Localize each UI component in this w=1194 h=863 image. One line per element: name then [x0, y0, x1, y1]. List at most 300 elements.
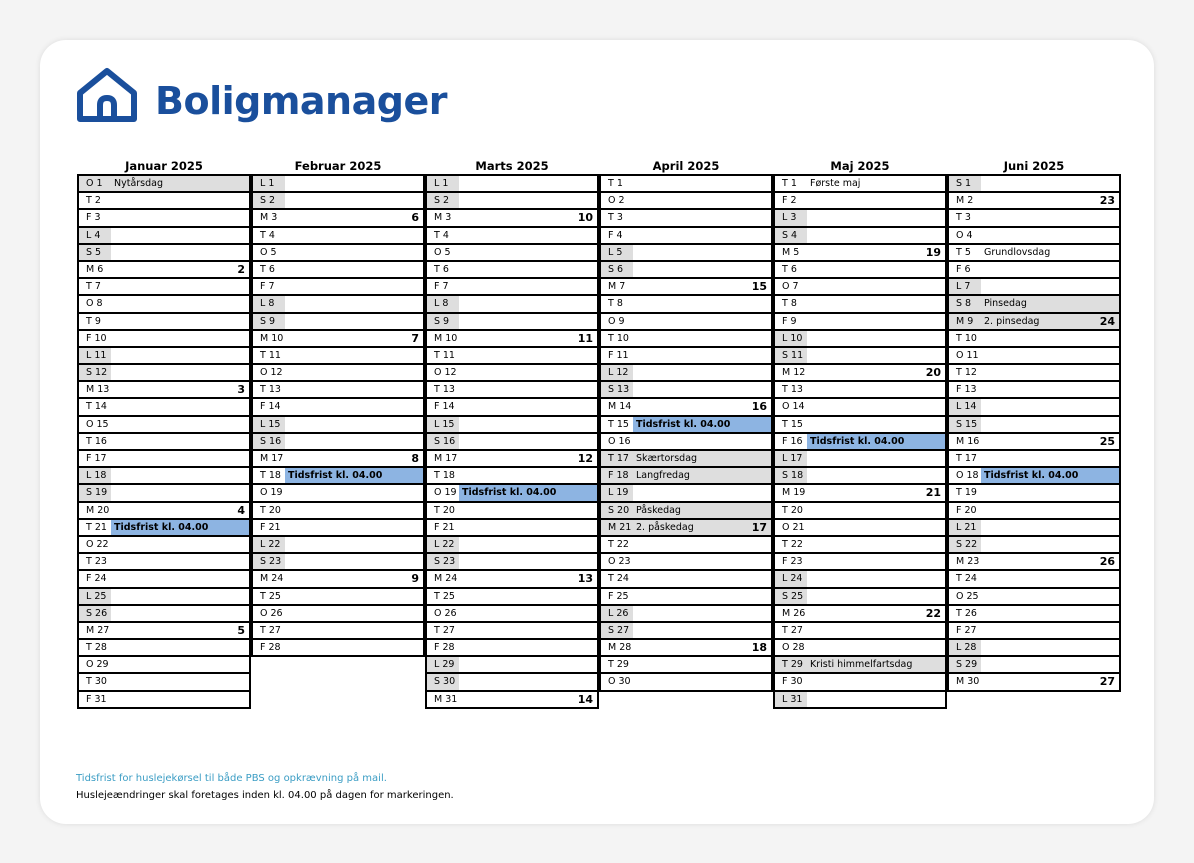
day-row: [253, 623, 423, 640]
day-code: F 25: [608, 590, 629, 602]
day-code: O 19: [434, 487, 457, 499]
day-row: [601, 537, 771, 554]
day-row: [79, 674, 249, 691]
day-row: [775, 228, 945, 245]
holiday-label: Skærtorsdag: [636, 453, 698, 464]
day-row: [601, 399, 771, 416]
day-code: T 13: [260, 384, 281, 396]
day-code: M 28: [608, 642, 632, 654]
day-row: [79, 262, 249, 279]
day-code: O 19: [260, 487, 283, 499]
day-code: F 23: [782, 556, 803, 568]
day-row: [601, 176, 771, 193]
day-code: T 12: [956, 367, 977, 379]
day-row: [79, 193, 249, 210]
holiday-label: Pinsedag: [984, 298, 1027, 310]
day-code: T 20: [782, 504, 803, 516]
house-icon: [76, 67, 138, 123]
day-code: F 24: [86, 573, 107, 585]
day-code: F 14: [260, 401, 281, 413]
day-row: [601, 348, 771, 365]
day-code: O 9: [608, 315, 625, 327]
day-row: [253, 537, 423, 554]
day-code: L 31: [782, 693, 803, 705]
week-number: 8: [411, 452, 419, 465]
day-code: M 17: [260, 453, 284, 464]
holiday-label: 2. påskedag: [636, 521, 694, 533]
month-title: April 2025: [652, 159, 720, 173]
deadline-label: Tidsfrist kl. 04.00: [810, 435, 905, 447]
day-row: [601, 279, 771, 296]
day-row: [601, 210, 771, 227]
day-row: [949, 314, 1119, 331]
day-row: [427, 399, 597, 416]
day-code: M 23: [956, 556, 980, 568]
day-row: [427, 503, 597, 520]
deadline-label: Tidsfrist kl. 04.00: [288, 470, 383, 482]
holiday-label: Nytårsdag: [114, 178, 164, 189]
day-code: F 10: [86, 332, 107, 344]
day-row: [427, 640, 597, 657]
day-row: [79, 382, 249, 399]
day-list: [773, 174, 947, 709]
day-code: T 5: [956, 246, 971, 258]
day-row: [601, 262, 771, 279]
day-code: S 9: [434, 315, 450, 327]
day-code: O 7: [782, 281, 799, 293]
day-row: [775, 193, 945, 210]
week-number: 23: [1099, 194, 1115, 208]
day-code: O 8: [86, 298, 103, 310]
week-number: 6: [411, 211, 419, 225]
day-code: T 11: [260, 349, 281, 361]
day-code: O 21: [782, 521, 805, 533]
day-code: T 27: [782, 624, 803, 636]
brand-name: Boligmanager: [155, 79, 447, 123]
day-row: [253, 640, 423, 655]
day-code: F 31: [86, 693, 107, 705]
day-list: [425, 174, 599, 709]
day-code: T 1: [782, 178, 797, 189]
day-row: [601, 589, 771, 606]
day-row: [949, 296, 1119, 313]
week-number: 4: [237, 503, 245, 517]
day-code: L 8: [434, 298, 449, 310]
day-row: [427, 606, 597, 623]
day-code: S 30: [434, 676, 456, 688]
day-row: [601, 503, 771, 520]
day-code: T 18: [434, 470, 455, 482]
day-code: L 26: [608, 607, 629, 619]
day-row: [775, 279, 945, 296]
day-row: [601, 520, 771, 537]
day-code: T 27: [434, 624, 455, 636]
day-code: O 15: [86, 418, 109, 430]
month-column: [425, 158, 599, 709]
day-row: [601, 382, 771, 399]
day-row: [775, 399, 945, 416]
day-row: [253, 468, 423, 485]
day-row: [427, 365, 597, 382]
day-code: L 4: [86, 229, 101, 241]
week-number: 26: [1099, 555, 1115, 569]
day-row: [775, 417, 945, 434]
day-code: F 20: [956, 504, 977, 516]
day-row: [427, 193, 597, 210]
day-row: [427, 485, 597, 502]
day-row: [253, 193, 423, 210]
day-row: [775, 314, 945, 331]
day-code: S 16: [434, 435, 456, 447]
day-code: T 27: [260, 624, 281, 636]
day-code: L 22: [260, 538, 281, 550]
day-code: S 1: [956, 178, 972, 189]
day-row: [79, 623, 249, 640]
day-row: [427, 296, 597, 313]
day-row: [427, 554, 597, 571]
day-row: [775, 640, 945, 657]
day-row: [601, 657, 771, 674]
day-code: O 12: [260, 367, 283, 379]
day-code: O 5: [434, 246, 451, 258]
day-row: [79, 399, 249, 416]
day-code: F 11: [608, 349, 629, 361]
day-row: [427, 245, 597, 262]
day-code: S 6: [608, 263, 624, 275]
month-column: [599, 158, 773, 692]
day-row: [949, 657, 1119, 674]
day-row: [949, 674, 1119, 689]
week-number: 5: [237, 623, 245, 637]
day-row: [601, 468, 771, 485]
day-code: L 7: [956, 281, 971, 293]
day-row: [949, 451, 1119, 468]
day-row: [427, 417, 597, 434]
day-row: [601, 554, 771, 571]
day-row: [253, 262, 423, 279]
day-row: [775, 365, 945, 382]
day-code: L 19: [608, 487, 629, 499]
day-row: [79, 228, 249, 245]
day-row: [253, 434, 423, 451]
day-row: [253, 554, 423, 571]
week-number: 24: [1099, 314, 1115, 328]
day-row: [775, 657, 945, 674]
day-row: [253, 606, 423, 623]
day-row: [775, 537, 945, 554]
day-row: [79, 692, 249, 707]
month-title: Februar 2025: [294, 159, 382, 173]
day-code: S 2: [434, 195, 450, 207]
day-code: S 8: [956, 298, 972, 310]
day-row: [427, 228, 597, 245]
week-number: 13: [577, 572, 593, 586]
weekend-shade: [949, 296, 1119, 311]
day-row: [79, 331, 249, 348]
day-code: S 5: [86, 246, 102, 258]
day-row: [253, 245, 423, 262]
day-code: O 16: [608, 435, 631, 447]
day-row: [79, 314, 249, 331]
week-number: 2: [237, 262, 245, 276]
day-code: T 25: [260, 590, 281, 602]
day-row: [949, 640, 1119, 657]
day-code: T 6: [260, 263, 275, 275]
day-list: [947, 174, 1121, 692]
month-title: Januar 2025: [125, 159, 203, 173]
day-code: T 4: [260, 229, 275, 241]
day-code: M 10: [434, 332, 458, 344]
day-row: [427, 537, 597, 554]
week-number: 16: [751, 400, 767, 414]
day-code: F 6: [956, 263, 971, 275]
day-row: [253, 382, 423, 399]
day-code: L 29: [434, 659, 455, 671]
day-code: S 2: [260, 195, 276, 207]
footnote-deadline: Tidsfrist for huslejekørsel til både PBS og opkrævning på mail.: [76, 773, 387, 784]
day-row: [253, 210, 423, 227]
day-code: O 11: [956, 349, 979, 361]
day-code: L 11: [86, 349, 107, 361]
day-row: [427, 262, 597, 279]
day-row: [601, 640, 771, 657]
day-code: T 24: [956, 573, 977, 585]
day-row: [775, 382, 945, 399]
day-code: M 27: [86, 624, 110, 636]
day-row: [775, 674, 945, 691]
day-code: T 14: [86, 401, 107, 413]
day-row: [775, 210, 945, 227]
day-code: T 8: [782, 298, 797, 310]
day-code: T 28: [86, 642, 107, 654]
day-code: M 31: [434, 693, 458, 705]
day-list: [77, 174, 251, 709]
day-row: [601, 434, 771, 451]
day-row: [427, 348, 597, 365]
day-code: F 4: [608, 229, 623, 241]
day-code: L 15: [260, 418, 281, 430]
day-code: M 16: [956, 435, 980, 447]
day-row: [253, 314, 423, 331]
day-row: [427, 571, 597, 588]
week-number: 27: [1099, 675, 1115, 689]
day-code: T 7: [86, 281, 101, 293]
month-title: Juni 2025: [1003, 159, 1065, 173]
day-code: L 3: [782, 212, 797, 224]
day-code: F 14: [434, 401, 455, 413]
deadline-label: Tidsfrist kl. 04.00: [984, 470, 1079, 482]
day-code: T 13: [782, 384, 803, 396]
day-row: [253, 485, 423, 502]
week-number: 9: [411, 572, 419, 586]
day-code: T 1: [608, 178, 623, 189]
day-row: [601, 245, 771, 262]
month-column: [251, 158, 425, 657]
day-code: M 12: [782, 367, 806, 379]
day-code: T 26: [956, 607, 977, 619]
day-code: T 24: [608, 573, 629, 585]
day-code: S 12: [86, 367, 108, 379]
day-code: L 15: [434, 418, 455, 430]
holiday-label: 2. pinsedag: [984, 315, 1040, 327]
day-row: [949, 245, 1119, 262]
day-code: L 22: [434, 538, 455, 550]
week-number: 7: [411, 331, 419, 345]
holiday-label: Kristi himmelfartsdag: [810, 659, 913, 671]
day-code: M 6: [86, 263, 104, 275]
week-number: 21: [925, 486, 941, 500]
day-row: [79, 417, 249, 434]
day-code: M 17: [434, 453, 458, 464]
day-row: [79, 176, 249, 193]
week-number: 3: [237, 383, 245, 397]
day-code: F 17: [86, 453, 107, 464]
month-column: [77, 158, 251, 709]
day-row: [775, 503, 945, 520]
day-row: [775, 348, 945, 365]
day-row: [79, 571, 249, 588]
week-number: 10: [577, 211, 593, 225]
weekend-shade: [79, 176, 249, 191]
day-row: [775, 331, 945, 348]
day-code: T 29: [782, 659, 803, 671]
day-code: T 10: [956, 332, 977, 344]
day-row: [949, 417, 1119, 434]
day-row: [427, 657, 597, 674]
day-row: [949, 331, 1119, 348]
day-row: [949, 485, 1119, 502]
day-code: T 11: [434, 349, 455, 361]
day-code: M 24: [434, 573, 458, 585]
day-code: F 28: [260, 642, 281, 654]
day-row: [79, 640, 249, 657]
day-row: [949, 537, 1119, 554]
day-row: [601, 296, 771, 313]
week-number: 19: [925, 245, 941, 259]
day-row: [253, 520, 423, 537]
day-row: [949, 348, 1119, 365]
month-column: [773, 158, 947, 709]
day-code: M 21: [608, 521, 632, 533]
deadline-label: Tidsfrist kl. 04.00: [114, 521, 209, 533]
day-row: [79, 520, 249, 537]
day-code: F 21: [434, 521, 455, 533]
day-row: [253, 331, 423, 348]
day-code: T 6: [434, 263, 449, 275]
day-row: [79, 485, 249, 502]
day-code: M 14: [608, 401, 632, 413]
day-code: O 28: [782, 642, 805, 654]
day-code: M 9: [956, 315, 974, 327]
day-list: [599, 174, 773, 692]
day-code: S 23: [260, 556, 282, 568]
day-code: S 19: [86, 487, 108, 499]
deadline-label: Tidsfrist kl. 04.00: [462, 487, 557, 499]
day-code: T 3: [608, 212, 623, 224]
day-row: [949, 262, 1119, 279]
day-code: L 1: [434, 178, 449, 189]
day-row: [427, 279, 597, 296]
day-row: [79, 554, 249, 571]
month-title: Maj 2025: [830, 159, 890, 173]
day-row: [253, 176, 423, 193]
day-row: [775, 554, 945, 571]
day-row: [79, 451, 249, 468]
day-code: S 4: [782, 229, 798, 241]
week-number: 15: [751, 280, 767, 294]
day-code: T 17: [608, 453, 629, 464]
day-row: [601, 314, 771, 331]
day-row: [79, 606, 249, 623]
day-row: [775, 262, 945, 279]
day-row: [79, 365, 249, 382]
day-code: O 5: [260, 246, 277, 258]
day-row: [427, 520, 597, 537]
day-row: [601, 228, 771, 245]
day-code: S 15: [956, 418, 978, 430]
day-code: O 1: [86, 178, 103, 189]
day-code: L 21: [956, 521, 977, 533]
day-code: T 30: [86, 676, 107, 688]
day-code: T 10: [608, 332, 629, 344]
day-row: [949, 176, 1119, 193]
day-row: [775, 520, 945, 537]
holiday-label: Grundlovsdag: [984, 246, 1051, 258]
day-row: [253, 589, 423, 606]
day-row: [775, 606, 945, 623]
day-code: F 16: [782, 435, 803, 447]
day-row: [775, 451, 945, 468]
day-row: [601, 623, 771, 640]
day-code: S 13: [608, 384, 630, 396]
day-row: [775, 176, 945, 193]
day-row: [427, 210, 597, 227]
brand-logo: [76, 67, 447, 131]
footnote-changes: Huslejeændringer skal foretages inden kl. 04.00 på dagen for markeringen.: [76, 790, 454, 801]
day-row: [949, 228, 1119, 245]
week-number: 17: [751, 520, 767, 534]
day-row: [949, 399, 1119, 416]
day-row: [775, 468, 945, 485]
day-code: L 10: [782, 332, 803, 344]
day-row: [949, 554, 1119, 571]
day-row: [601, 485, 771, 502]
week-number: 18: [751, 641, 767, 655]
day-code: O 2: [608, 195, 625, 207]
day-code: O 12: [434, 367, 457, 379]
day-row: [253, 228, 423, 245]
day-code: S 20: [608, 504, 630, 516]
day-code: O 25: [956, 590, 979, 602]
day-code: T 16: [86, 435, 107, 447]
day-code: M 26: [782, 607, 806, 619]
day-code: T 13: [434, 384, 455, 396]
day-code: S 22: [956, 538, 978, 550]
day-code: O 23: [608, 556, 631, 568]
day-code: F 2: [782, 195, 797, 207]
day-row: [775, 296, 945, 313]
day-row: [949, 210, 1119, 227]
day-code: T 20: [260, 504, 281, 516]
day-row: [427, 674, 597, 691]
day-code: T 3: [956, 212, 971, 224]
day-row: [949, 434, 1119, 451]
day-row: [253, 348, 423, 365]
month-title: Marts 2025: [475, 159, 549, 173]
day-code: S 25: [782, 590, 804, 602]
day-row: [949, 468, 1119, 485]
day-row: [79, 503, 249, 520]
